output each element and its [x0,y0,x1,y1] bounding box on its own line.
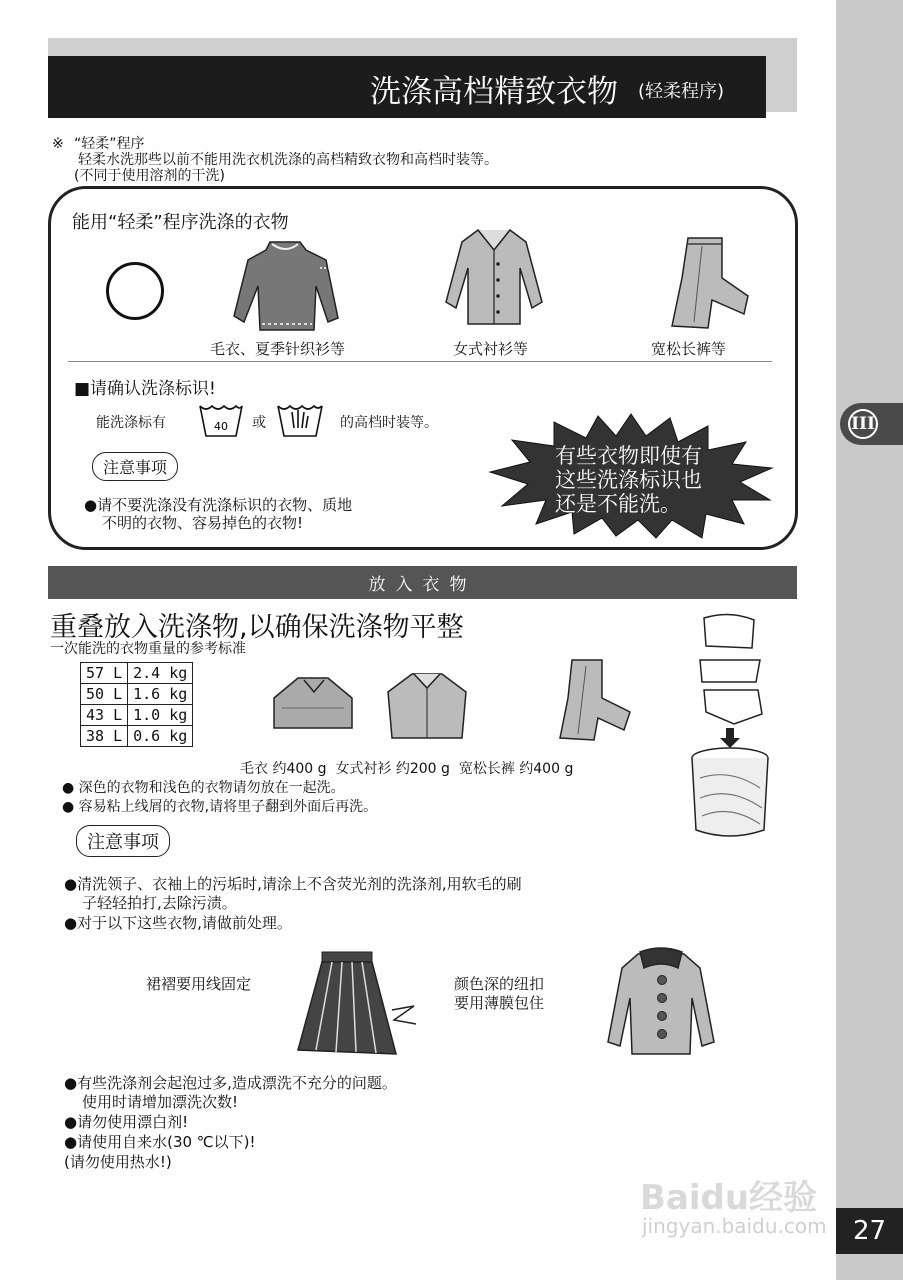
capacity-cell: 57 L [81,663,128,684]
weight-cell: 2.4 kg [128,663,193,684]
foot-line2: 使用时请增加漂洗次数! [82,1093,239,1111]
intro-line2: (不同于使用溶剂的干洗) [74,168,225,184]
weight-cell: 1.0 kg [128,705,193,726]
intro-mark: ※ [52,136,64,152]
folded-trousers-icon [554,656,634,742]
chapter-number: III [848,409,878,439]
sweater-icon [230,238,342,336]
intro-heading: “轻柔”程序 [74,136,145,152]
foot-line3: ●请勿使用漂白剂! [64,1113,189,1131]
folded-blouse-icon [384,666,470,742]
table-row [81,663,193,684]
weights-caption: 毛衣 约400 g 女式衬衫 约200 g 宽松长裤 约400 g [240,761,574,777]
capacity-cell: 38 L [81,726,128,747]
page-number: 27 [836,1208,903,1254]
capacity-table [80,662,193,747]
foot-line4: ●请使用自来水(30 ℃以下)! [64,1133,256,1151]
label-text-pre: 能洗涤标有 [96,415,166,431]
svg-text:40: 40 [214,420,228,433]
pleated-skirt-icon [296,950,420,1058]
foot-line5: (请勿使用热水!) [64,1153,172,1171]
note-label-2: 注意事项 [76,825,170,857]
item-label-trousers: 宽松长裤等 [651,340,727,358]
capacity-cell: 43 L [81,705,128,726]
note-label-1: 注意事项 [92,452,178,481]
bullet-lint: ● 容易粘上线屑的衣物,请将里子翻到外面后再洗。 [62,799,378,815]
table-row [81,684,193,705]
note1-line1: ●请不要洗涤没有洗涤标识的衣物、质地 [84,496,353,514]
weight-cell: 0.6 kg [128,726,193,747]
label-text-post: 的高档时装等。 [340,415,438,431]
title-banner [48,56,766,118]
weight-cell: 1.6 kg [128,684,193,705]
button-label-line1: 颜色深的纽扣 [454,975,545,993]
section-subheading: 一次能洗的衣物重量的参考标准 [50,641,246,657]
care1-line2: 子轻轻拍打,去除污渍。 [82,894,237,912]
table-row [81,705,193,726]
section-bar-load-clothes [48,566,797,599]
item-label-sweater: 毛衣、夏季针织衫等 [210,340,346,358]
box-divider [68,361,772,362]
care1-line1: ●清洗领子、衣袖上的污垢时,请涂上不含荧光剂的洗涤剂,用软毛的刷 [64,875,522,893]
trousers-icon [664,234,750,330]
box-title: 能用“轻柔”程序洗涤的衣物 [72,212,289,233]
washtub-loading-icon [690,608,780,844]
ok-circle-icon [106,262,164,320]
table-row [81,726,193,747]
confirm-heading: ■请确认洗涤标识! [74,379,216,399]
capacity-cell: 50 L [81,684,128,705]
button-label-line2: 要用薄膜包住 [454,994,545,1012]
burst-line1: 有些衣物即使有 [555,444,702,468]
hand-in-tub-icon [274,398,326,440]
label-text-or: 或 [252,415,266,431]
bullet-dark-light: ● 深色的衣物和浅色的衣物请勿放在一起洗。 [62,780,345,796]
item-label-blouse: 女式衬衫等 [453,340,529,358]
burst-line2: 这些洗涤标识也 [555,468,702,492]
side-strip [836,0,903,1280]
intro-line1: 轻柔水洗那些以前不能用洗衣机洗涤的高档精致衣物和高档时装等。 [78,152,498,168]
hand-wash-tub-icon [198,400,244,440]
page-title: 洗涤高档精致衣物 [370,74,618,110]
folded-sweater-icon [268,668,358,738]
blouse-icon [442,224,546,328]
note1-line2: 不明的衣物、容易掉色的衣物! [102,514,304,532]
skirt-label: 裙褶要用线固定 [146,975,252,993]
watermark-brand: Baidu经验 [640,1178,818,1218]
buttoned-coat-icon [604,946,718,1058]
foot-line1: ●有些洗涤剂会起泡过多,造成漂洗不充分的问题。 [64,1074,397,1092]
page-subtitle: (轻柔程序) [637,81,724,102]
care2: ●对于以下这些衣物,请做前处理。 [64,914,292,932]
section-heading: 重叠放入洗涤物,以确保洗涤物平整 [50,612,464,643]
section-bar-title: 放入衣物 [368,575,477,595]
burst-line3: 还是不能洗。 [555,492,681,516]
watermark-url: jingyan.baidu.com [642,1214,827,1238]
